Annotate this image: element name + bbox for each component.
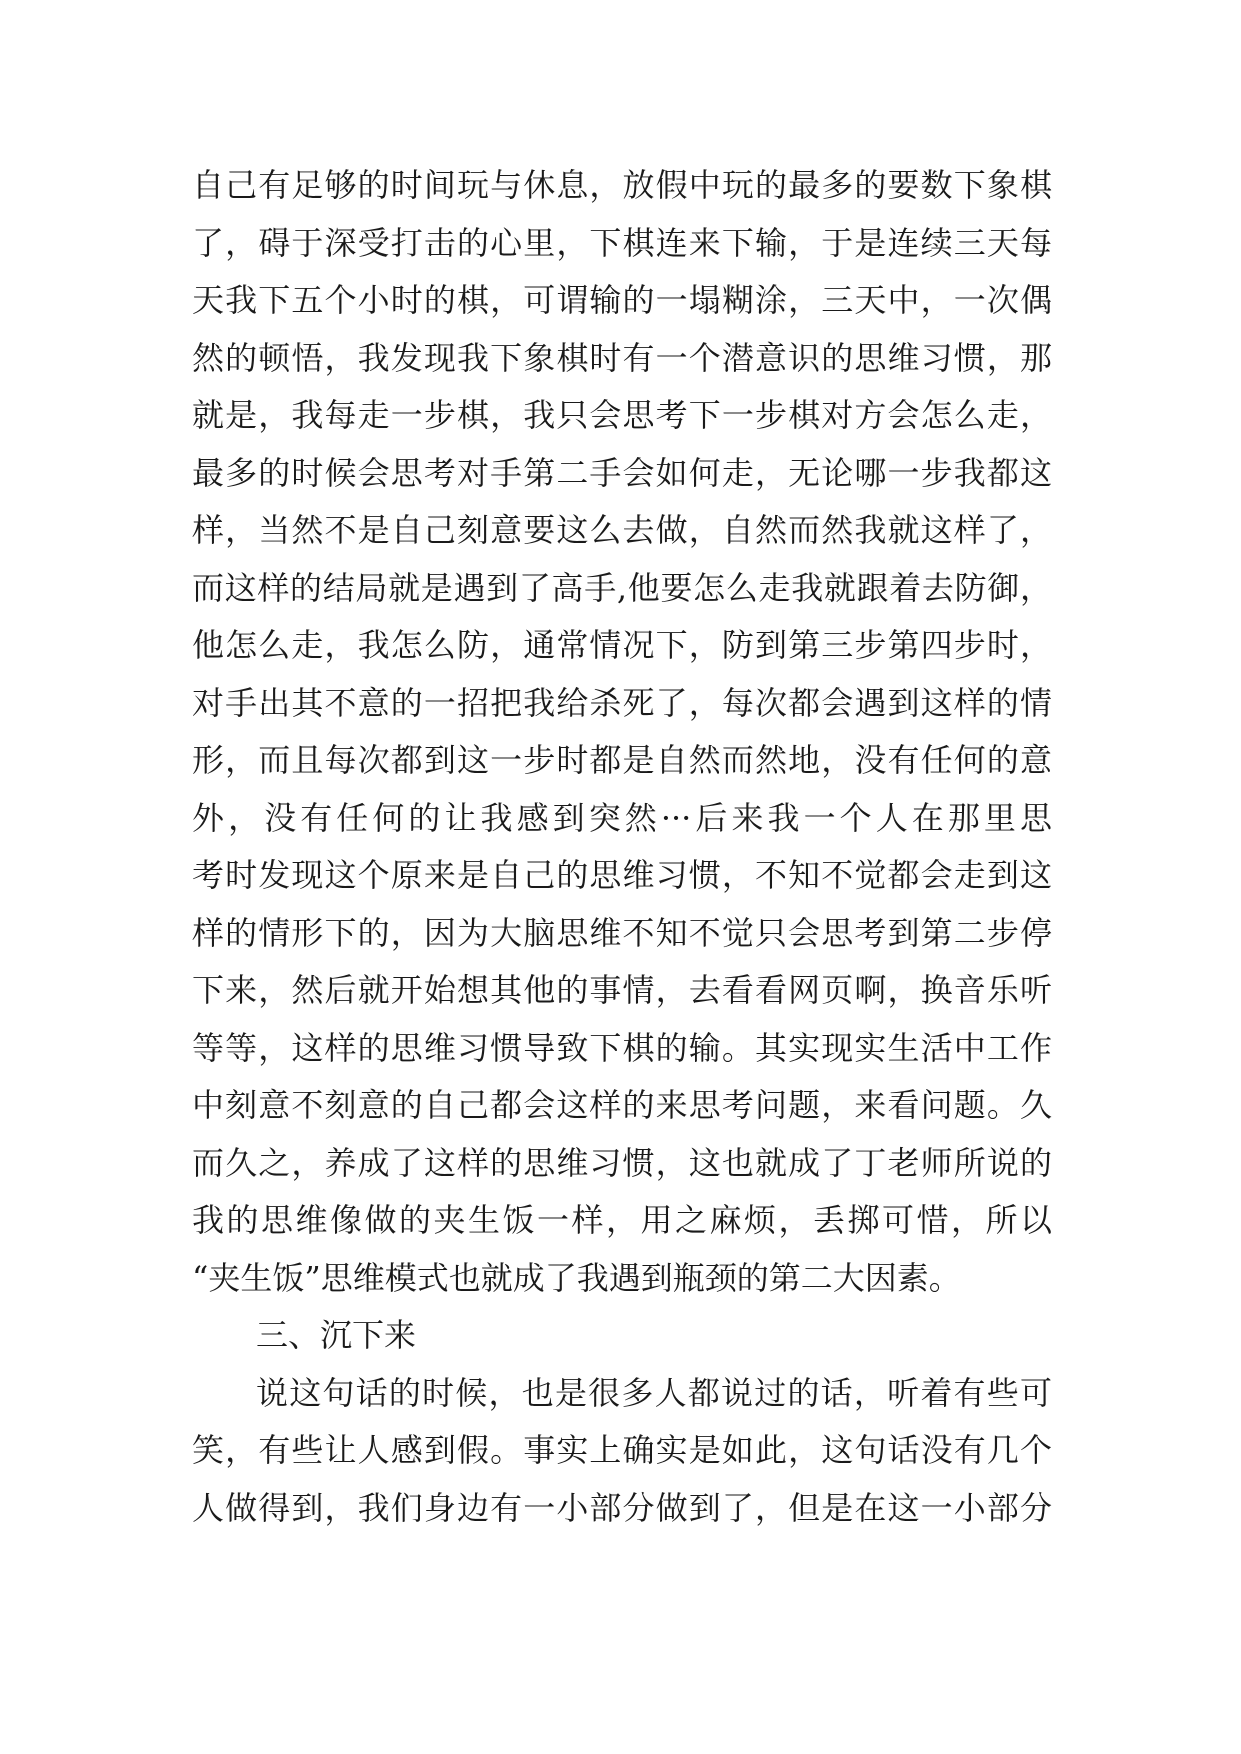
text-line: 我的思维像做的夹生饭一样，用之麻烦，丢掷可惜，所以 — [192, 1201, 1052, 1239]
text-line: 中刻意不刻意的自己都会这样的来思考问题，来看问题。久 — [192, 1086, 1052, 1124]
text-line: 最多的时候会思考对手第二手会如何走，无论哪一步我都这 — [192, 453, 1052, 492]
text-line: 他怎么走，我怎么防，通常情况下，防到第三步第四步时， — [192, 626, 1052, 664]
text-line: 等等，这样的思维习惯导致下棋的输。其实现实生活中工作 — [192, 1028, 1052, 1067]
text-line: 就是，我每走一步棋，我只会思考下一步棋对方会怎么走， — [192, 396, 1052, 434]
text-line: 下来，然后就开始想其他的事情，去看看网页啊，换音乐听 — [192, 971, 1052, 1009]
body-text — [192, 157, 1052, 1537]
text-line: 人做得到，我们身边有一小部分做到了，但是在这一小部分 — [192, 1488, 1052, 1527]
text-line: 而久之，养成了这样的思维习惯，这也就成了丁老师所说的 — [192, 1143, 1052, 1182]
text-line: 然的顿悟，我发现我下象棋时有一个潜意识的思维习惯，那 — [192, 338, 1052, 377]
text-line: 形，而且每次都到这一步时都是自然而然地，没有任何的意 — [192, 741, 1052, 779]
text-line: 自己有足够的时间玩与休息，放假中玩的最多的要数下象棋 — [192, 166, 1052, 204]
text-line: 了，碍于深受打击的心里，下棋连来下输，于是连续三天每 — [192, 223, 1052, 262]
text-line: “夹生饭”思维模式也就成了我遇到瓶颈的第二大因素。 — [192, 1258, 961, 1297]
text-line: 笑，有些让人感到假。事实上确实是如此，这句话没有几个 — [192, 1431, 1052, 1469]
section-heading: 三、沉下来 — [256, 1316, 417, 1354]
text-line: 样，当然不是自己刻意要这么去做，自然而然我就这样了， — [192, 511, 1052, 549]
text-line: 外，没有任何的让我感到突然···后来我一个人在那里思 — [192, 798, 1052, 837]
text-line: 考时发现这个原来是自己的思维习惯，不知不觉都会走到这 — [192, 856, 1052, 894]
text-line: 说这句话的时候，也是很多人都说过的话，听着有些可 — [256, 1373, 1052, 1412]
text-line: 对手出其不意的一招把我给杀死了，每次都会遇到这样的情 — [192, 683, 1052, 722]
text-line: 而这样的结局就是遇到了高手,他要怎么走我就跟着去防御， — [192, 568, 1052, 607]
text-line: 天我下五个小时的棋，可谓输的一塌糊涂，三天中，一次偶 — [192, 281, 1052, 319]
text-line: 样的情形下的，因为大脑思维不知不觉只会思考到第二步停 — [192, 913, 1052, 952]
